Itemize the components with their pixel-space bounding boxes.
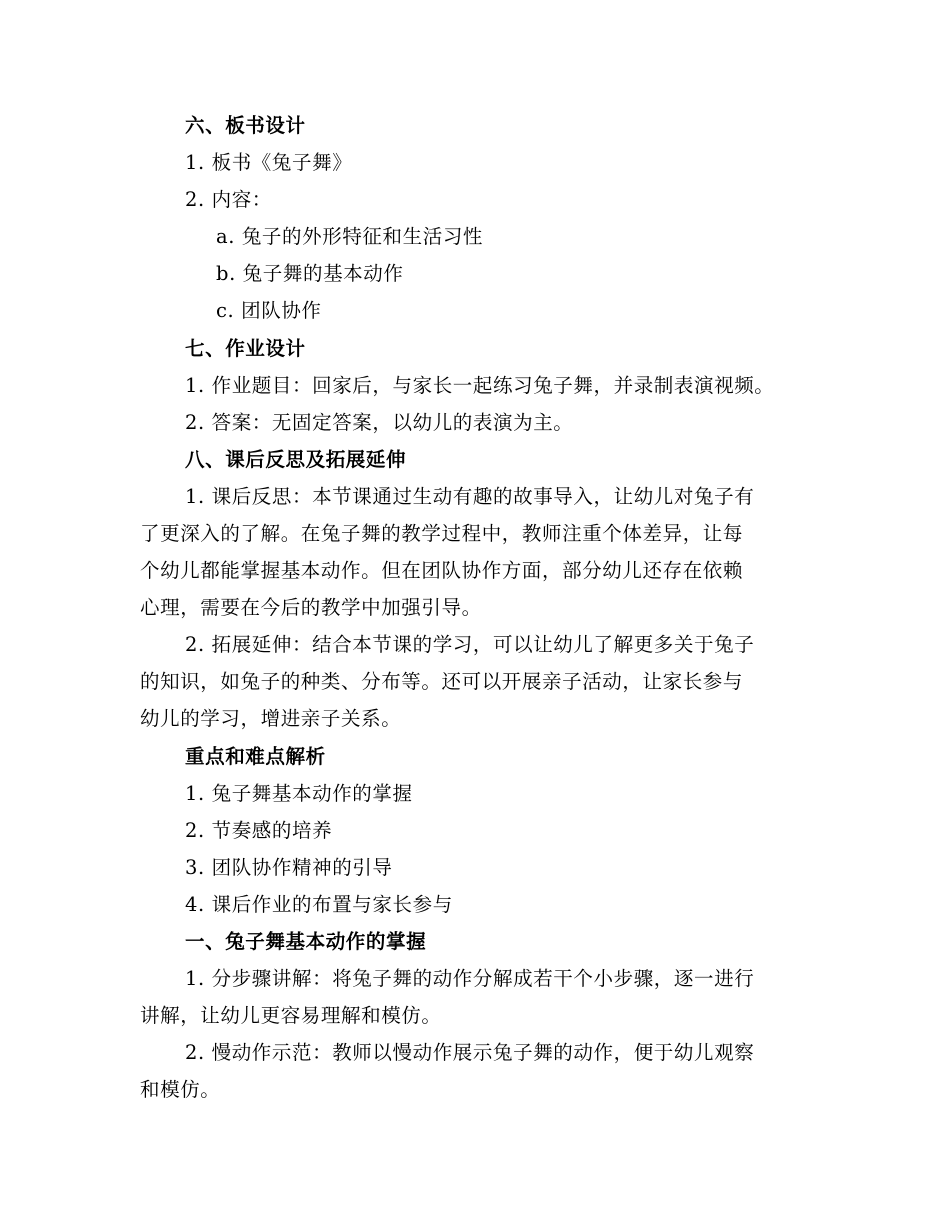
s6-subitem-c: c. 团队协作 [216,299,322,322]
s1-paragraph-1-line-2: 讲解，让幼儿更容易理解和模仿。 [140,1004,442,1027]
s6-item-2: 2. 内容： [185,188,272,211]
s8-paragraph-2-line-1: 2. 拓展延伸：结合本节课的学习，可以让幼儿了解更多关于兔子 [185,633,755,656]
section-1-heading: 一、兔子舞基本动作的掌握 [185,930,427,953]
s1-paragraph-2-line-1: 2. 慢动作示范：教师以慢动作展示兔子舞的动作，便于幼儿观察 [185,1041,755,1064]
s8-paragraph-1-line-1: 1. 课后反思：本节课通过生动有趣的故事导入，让幼儿对兔子有 [185,485,755,508]
s8-paragraph-1-line-4: 心理，需要在今后的教学中加强引导。 [140,596,482,619]
analysis-item-1: 1. 兔子舞基本动作的掌握 [185,782,413,805]
analysis-item-4: 4. 课后作业的布置与家长参与 [185,893,453,916]
analysis-item-2: 2. 节奏感的培养 [185,819,333,842]
s7-item-2: 2. 答案：无固定答案，以幼儿的表演为主。 [185,411,574,434]
s6-subitem-a: a. 兔子的外形特征和生活习性 [216,225,484,248]
s1-paragraph-1-line-1: 1. 分步骤讲解：将兔子舞的动作分解成若干个小步骤，逐一进行 [185,967,755,990]
s6-subitem-b: b. 兔子舞的基本动作 [216,262,404,285]
analysis-item-3: 3. 团队协作精神的引导 [185,856,393,879]
s1-paragraph-2-line-2: 和模仿。 [140,1078,221,1101]
section-7-heading: 七、作业设计 [185,337,306,360]
s8-paragraph-1-line-2: 了更深入的了解。在兔子舞的教学过程中，教师注重个体差异，让每 [140,522,744,545]
s7-item-1: 1. 作业题目：回家后，与家长一起练习兔子舞，并录制表演视频。 [185,374,775,397]
s8-paragraph-2-line-2: 的知识，如兔子的种类、分布等。还可以开展亲子活动，让家长参与 [140,670,744,693]
s8-paragraph-1-line-3: 个幼儿都能掌握基本动作。但在团队协作方面，部分幼儿还存在依赖 [140,559,744,582]
section-8-heading: 八、课后反思及拓展延伸 [185,448,407,471]
section-6-heading: 六、板书设计 [185,114,306,137]
analysis-heading: 重点和难点解析 [185,745,326,768]
s6-item-1: 1. 板书《兔子舞》 [185,151,353,174]
s8-paragraph-2-line-3: 幼儿的学习，增进亲子关系。 [140,707,402,730]
